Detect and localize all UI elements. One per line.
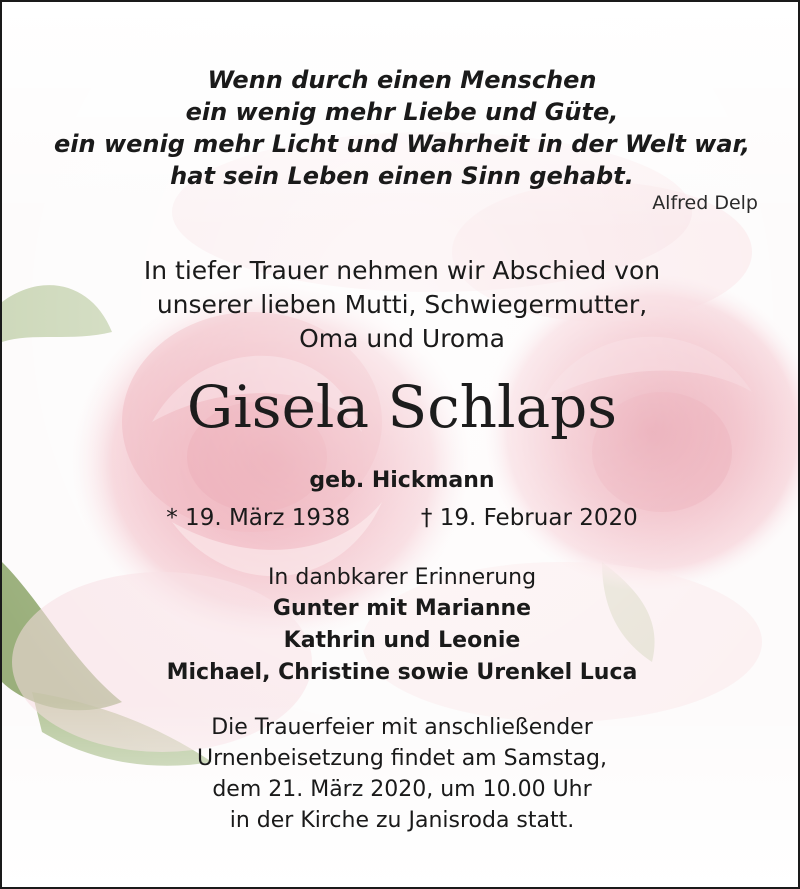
quote-line: Wenn durch einen Menschen bbox=[207, 66, 597, 94]
remembrance-intro: In danbkarer Erinnerung bbox=[267, 565, 537, 590]
birth-date: * 19. März 1938 bbox=[166, 505, 351, 531]
deceased-name: Gisela Schlaps bbox=[186, 373, 618, 441]
quote-line: ein wenig mehr Licht und Wahrheit in der Welt war, bbox=[54, 130, 750, 158]
death-date: † 19. Februar 2020 bbox=[420, 505, 638, 531]
service-line: Die Trauerfeier mit anschließender bbox=[211, 715, 593, 740]
intro-line: unserer lieben Mutti, Schwiegermutter, bbox=[156, 290, 648, 319]
intro-line: In tiefer Trauer nehmen wir Abschied von bbox=[143, 256, 661, 285]
service-line: Urnenbeisetzung findet am Samstag, bbox=[196, 746, 608, 771]
service-line: dem 21. März 2020, um 10.00 Uhr bbox=[212, 777, 592, 802]
life-dates bbox=[2, 502, 800, 534]
mourner-line: Kathrin und Leonie bbox=[283, 628, 521, 653]
quote-line: ein wenig mehr Liebe und Güte, bbox=[185, 98, 619, 126]
service-line: in der Kirche zu Janisroda statt. bbox=[229, 808, 575, 833]
mourner-line: Michael, Christine sowie Urenkel Luca bbox=[166, 660, 638, 685]
quote-author: Alfred Delp bbox=[652, 192, 758, 214]
quote-line: hat sein Leben einen Sinn gehabt. bbox=[170, 162, 634, 190]
birth-name: geb. Hickmann bbox=[309, 468, 495, 493]
mourner-line: Gunter mit Marianne bbox=[272, 596, 532, 621]
intro-line: Oma und Uroma bbox=[299, 324, 505, 353]
